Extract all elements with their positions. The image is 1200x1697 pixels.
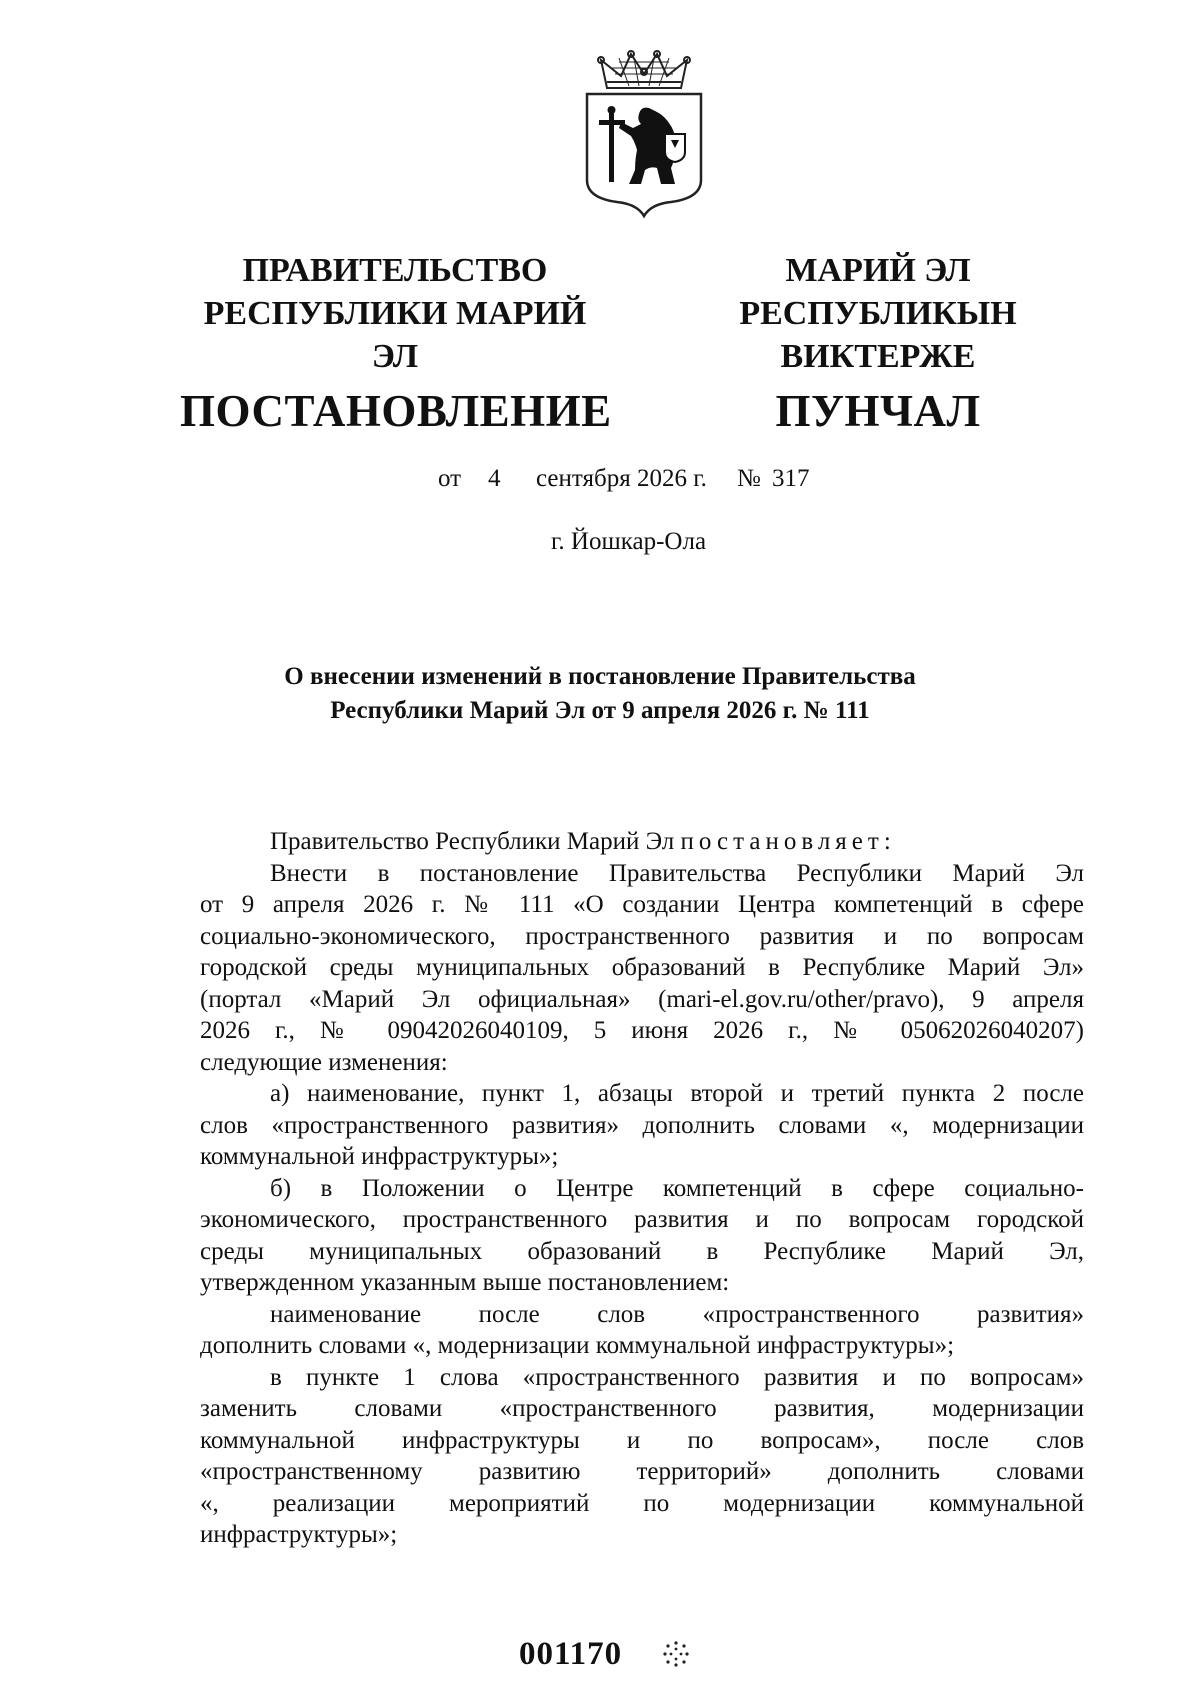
body-line: «, реализации мероприятий по модернизации коммунальной bbox=[200, 1489, 1084, 1517]
header-right bbox=[648, 249, 1108, 439]
body-line: от 9 апреля 2026 г. № 111 «О создании Центра компетенций в сфере bbox=[200, 891, 1084, 918]
body-line: слов «пространственного развития» дополнить словами «, модернизации bbox=[200, 1111, 1084, 1139]
header-left-line1: ПРАВИТЕЛЬСТВО bbox=[242, 252, 548, 289]
body-line: Внести в постановление Правительства Республики Марий Эл bbox=[270, 859, 1084, 887]
intro-lead: Правительство Республики Марий Эл bbox=[270, 828, 681, 855]
coat-of-arms-emblem bbox=[579, 50, 709, 220]
header-left bbox=[180, 249, 610, 439]
body-line: дополнить словами «, модернизации коммунальной инфраструктуры»; bbox=[200, 1332, 955, 1359]
title-line1: О внесении изменений в постановление Правительства bbox=[284, 663, 916, 690]
body-line: среды муниципальных образований в Республике Марий Эл, bbox=[200, 1237, 1084, 1265]
date-day: 4 bbox=[488, 465, 501, 492]
document-body bbox=[200, 826, 1084, 1551]
serial-number: 001170 bbox=[519, 1636, 623, 1672]
header-right-document-kind: ПУНЧАЛ bbox=[775, 386, 981, 436]
header-left-document-kind: ПОСТАНОВЛЕНИЕ bbox=[180, 386, 612, 436]
intro-spaced: постановляет: bbox=[680, 828, 896, 855]
header-right-line2: ВИКТЕРЖЕ bbox=[780, 338, 976, 375]
date-month-year: сентября 2026 г. bbox=[536, 465, 707, 492]
document-title bbox=[200, 660, 1000, 728]
body-line: б) в Положении о Центре компетенций в сфере социально- bbox=[270, 1174, 1084, 1202]
document-number-label: № bbox=[737, 465, 761, 492]
body-line: экономического, пространственного развития и по вопросам городской bbox=[200, 1206, 1084, 1233]
body-line: в пункте 1 слова «пространственного развития и по вопросам» bbox=[270, 1363, 1084, 1391]
header-right-line1: МАРИЙ ЭЛ РЕСПУБЛИКЫН bbox=[739, 252, 1017, 332]
body-line: социально-экономического, пространственного развития и по вопросам bbox=[200, 922, 1084, 950]
body-line: (портал «Марий Эл официальная» (mari-el.gov.ru/other/pravo), 9 апреля bbox=[200, 985, 1084, 1013]
body-line: городской среды муниципальных образований в Республике Марий Эл» bbox=[200, 954, 1084, 981]
body-line: коммунальной инфраструктуры»; bbox=[200, 1143, 559, 1170]
date-prefix: от bbox=[438, 465, 462, 492]
dotted-mark-icon bbox=[662, 1640, 690, 1668]
body-line: инфраструктуры»; bbox=[200, 1521, 398, 1548]
body-line: заменить словами «пространственного развития, модернизации bbox=[200, 1395, 1084, 1422]
body-line: «пространственному развитию территорий» дополнить словами bbox=[200, 1458, 1084, 1485]
city: г. Йошкар-Ола bbox=[551, 528, 707, 555]
body-line: а) наименование, пункт 1, абзацы второй и третий пункта 2 после bbox=[270, 1080, 1084, 1107]
body-line: утвержденном указанным выше постановлением: bbox=[200, 1269, 730, 1296]
document-number: 317 bbox=[772, 465, 810, 492]
body-line: наименование после слов «пространственного развития» bbox=[270, 1300, 1084, 1328]
body-line: коммунальной инфраструктуры и по вопросам», после слов bbox=[200, 1426, 1084, 1454]
body-line: 2026 г., № 09042026040109, 5 июня 2026 г., № 05062026040207) bbox=[200, 1017, 1084, 1044]
header-left-line2: РЕСПУБЛИКИ МАРИЙ ЭЛ bbox=[203, 295, 587, 375]
body-line: следующие изменения: bbox=[200, 1048, 448, 1076]
title-line2: Республики Марий Эл от 9 апреля 2026 г. № 111 bbox=[330, 697, 870, 724]
intro-line bbox=[200, 826, 1084, 858]
